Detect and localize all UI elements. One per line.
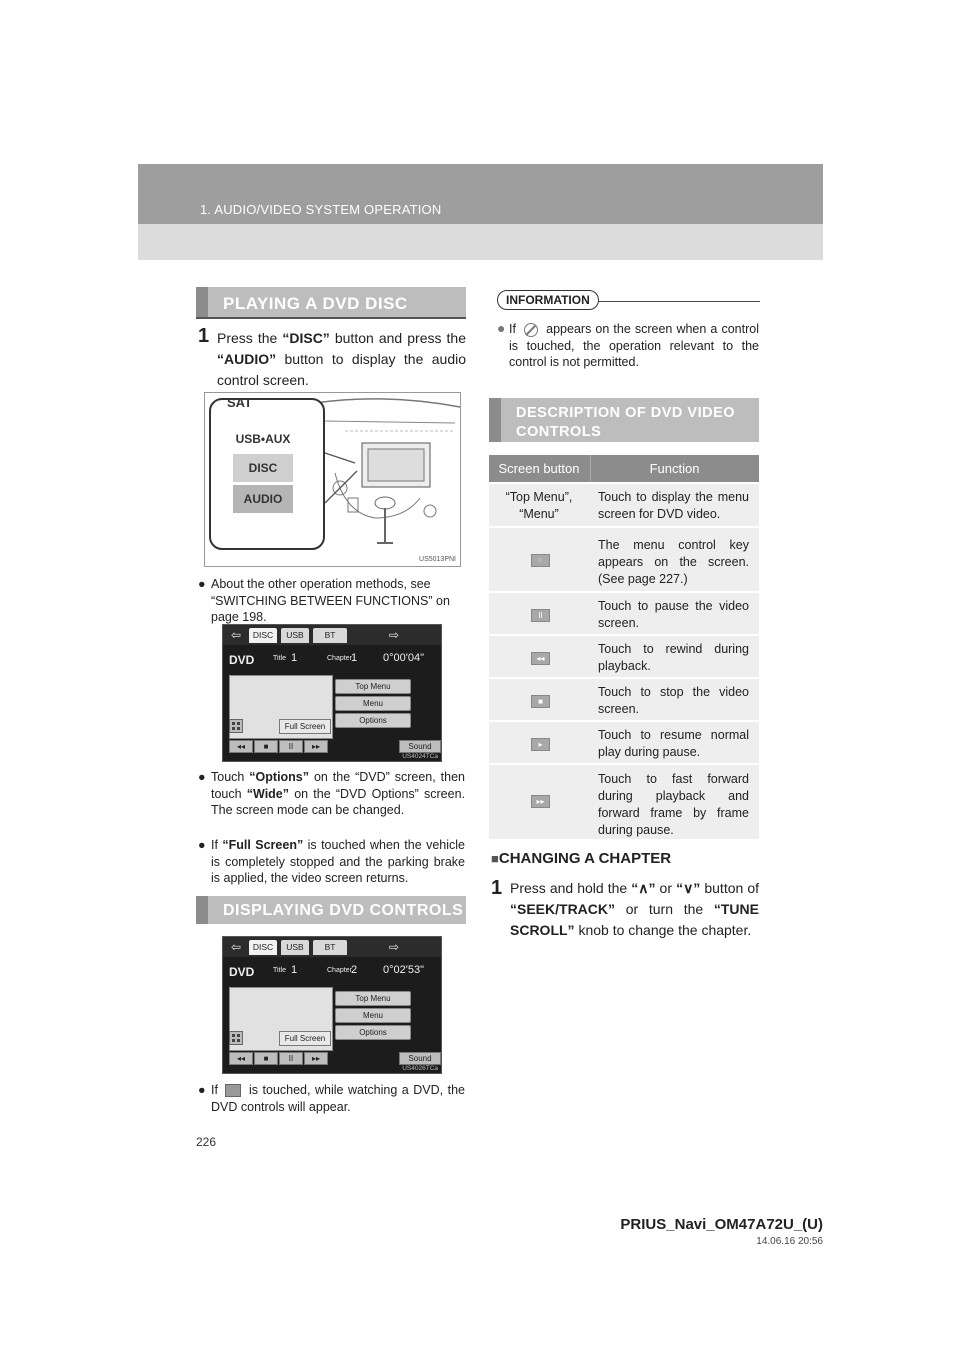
step-number: 1 [491,877,503,899]
track-info [223,647,441,667]
section-title: DESCRIPTION OF DVD VIDEO CONTROLS [516,405,736,440]
tab-disc[interactable]: DISC [249,628,277,643]
bullet-icon: ● [497,320,506,336]
document-timestamp: 14.06.16 20:56 [756,1236,823,1247]
source-label: DVD [229,965,255,979]
information-text: If appears on the screen when a control is touched, the operation relevant to the control is not permitted. [509,322,759,369]
title-label: Title [273,655,286,662]
full-screen-button[interactable]: Full Screen [279,719,331,734]
track-info [223,959,441,979]
stop-button[interactable]: ■ [254,740,278,753]
table-row [489,591,759,636]
table-header [489,455,759,482]
audio-button-label: AUDIO [233,485,293,513]
time-display: 0°02'53" [383,964,424,976]
dvd-screen-2 [222,936,442,1074]
function-text: Touch to fast forward during playback and forward frame by frame during pause. [598,772,749,837]
full-screen-button[interactable]: Full Screen [279,1031,331,1046]
fast-forward-button[interactable]: ▸▸ [304,740,328,753]
table-row [489,677,759,722]
bullet-icon: ● [198,1083,206,1097]
rewind-button[interactable]: ◂◂ [229,740,253,753]
rewind-icon: ◂◂ [531,652,550,665]
stop-button[interactable]: ■ [254,1052,278,1065]
menu-control-key-icon[interactable] [229,719,243,733]
function-text: The menu control key appears on the screen. (See page 227.) [598,538,749,586]
table-row [489,526,759,593]
step-text: Press the “DISC” button and press the “AUDIO” button to display the audio control screen. [217,330,466,388]
bullet-icon: ● [198,577,206,591]
function-text: Touch to pause the video screen. [598,599,749,630]
forward-arrow-icon[interactable]: ⇨ [388,940,400,954]
menu-control-key-icon[interactable] [229,1031,243,1045]
section-heading-displaying-controls [196,896,466,924]
table-row [489,720,759,765]
rewind-button[interactable]: ◂◂ [229,1052,253,1065]
column-header-screen-button: Screen button [498,461,580,476]
information-label: INFORMATION [497,290,599,310]
top-menu-button[interactable]: Top Menu [335,991,411,1006]
menu-button[interactable]: Menu [335,696,411,711]
button-name: “Top Menu”, “Menu” [505,490,573,521]
options-button[interactable]: Options [335,713,411,728]
menu-button[interactable]: Menu [335,1008,411,1023]
image-code: US5013PNI [419,556,456,563]
title-value: 1 [291,964,298,976]
sub-heading: ■CHANGING A CHAPTER [491,850,672,867]
bullet-text: About the other operation methods, see “SWITCHING BETWEEN FUNCTIONS” on page 198. [211,577,450,624]
sat-button-label: SAT [227,395,253,410]
stop-icon: ■ [531,695,550,708]
tab-disc[interactable]: DISC [249,940,277,955]
dvd-screen-1 [222,624,442,762]
menu-control-key-icon: ⁘ [531,554,550,567]
table-row [489,482,759,528]
usb-aux-button-label: USB•AUX [235,432,291,446]
tab-usb[interactable]: USB [281,940,309,955]
page-header [138,164,823,260]
section-title: DISPLAYING DVD CONTROLS [223,902,464,919]
fast-forward-icon: ▸▸ [531,795,550,808]
bullet-text-full-screen: If “Full Screen” is touched when the vehicle is completely stopped and the parking brake is applied, the video screen returns. [211,838,466,885]
play-icon: ▸ [531,738,550,751]
source-label: DVD [229,653,255,667]
bullet-text-options: Touch “Options” on the “DVD” screen, then touch “Wide” on the “DVD Options” screen. The screen mode can be changed. [211,770,465,817]
pause-icon: II [531,609,550,622]
options-button[interactable]: Options [335,1025,411,1040]
back-arrow-icon[interactable]: ⇦ [230,940,242,954]
controls-table [489,455,759,837]
pause-button[interactable]: II [279,1052,303,1065]
back-arrow-icon[interactable]: ⇦ [230,628,242,642]
bullet-icon: ● [198,838,206,852]
section-heading-playing-dvd [196,287,466,317]
image-code: US4024TCa [402,753,438,760]
section-title: PLAYING A DVD DISC [223,294,408,313]
prohibited-icon [524,323,538,337]
menu-control-key-icon [225,1084,241,1097]
disc-button-label: DISC [233,454,293,482]
forward-arrow-icon[interactable]: ⇨ [388,628,400,642]
time-display: 0°00'04" [383,652,424,664]
information-badge [497,291,599,309]
bullet-text-controls: If is touched, while watching a DVD, the DVD controls will appear. [211,1083,465,1114]
chapter-label: Chapter [327,655,352,662]
table-row [489,634,759,679]
function-text: Touch to rewind during playback. [598,642,749,673]
information-rule [598,301,760,302]
dashboard-illustration [204,392,461,567]
tab-bt-audio[interactable]: BT Audio [313,940,347,955]
sound-button[interactable]: Sound [399,740,441,753]
function-text: Touch to display the menu screen for DVD video. [598,490,749,521]
table-row [489,763,759,839]
step-number: 1 [198,325,210,347]
top-menu-button[interactable]: Top Menu [335,679,411,694]
function-text: Touch to stop the video screen. [598,685,749,716]
chapter-value: 1 [351,652,358,664]
function-text: Touch to resume normal play during pause. [598,728,749,759]
fast-forward-button[interactable]: ▸▸ [304,1052,328,1065]
header-title: 1. AUDIO/VIDEO SYSTEM OPERATION [200,202,442,217]
tab-bt-audio[interactable]: BT Audio [313,628,347,643]
title-label: Title [273,967,286,974]
column-header-function: Function [649,461,700,476]
chapter-label: Chapter [327,967,352,974]
title-value: 1 [291,652,298,664]
chapter-value: 2 [351,964,358,976]
page-number: 226 [196,1135,217,1149]
bullet-icon: ● [198,770,206,784]
step-text: Press and hold the “∧” or “∨” button of “SEEK/TRACK” or turn the “TUNE SCROLL” knob to change the chapter. [510,880,759,938]
document-id: PRIUS_Navi_OM47A72U_(U) [620,1216,823,1233]
pause-button[interactable]: II [279,740,303,753]
section-heading-dvd-controls [489,398,759,442]
image-code: US4026TCa [402,1065,438,1072]
sound-button[interactable]: Sound [399,1052,441,1065]
tab-usb[interactable]: USB [281,628,309,643]
section-rule [196,317,466,319]
